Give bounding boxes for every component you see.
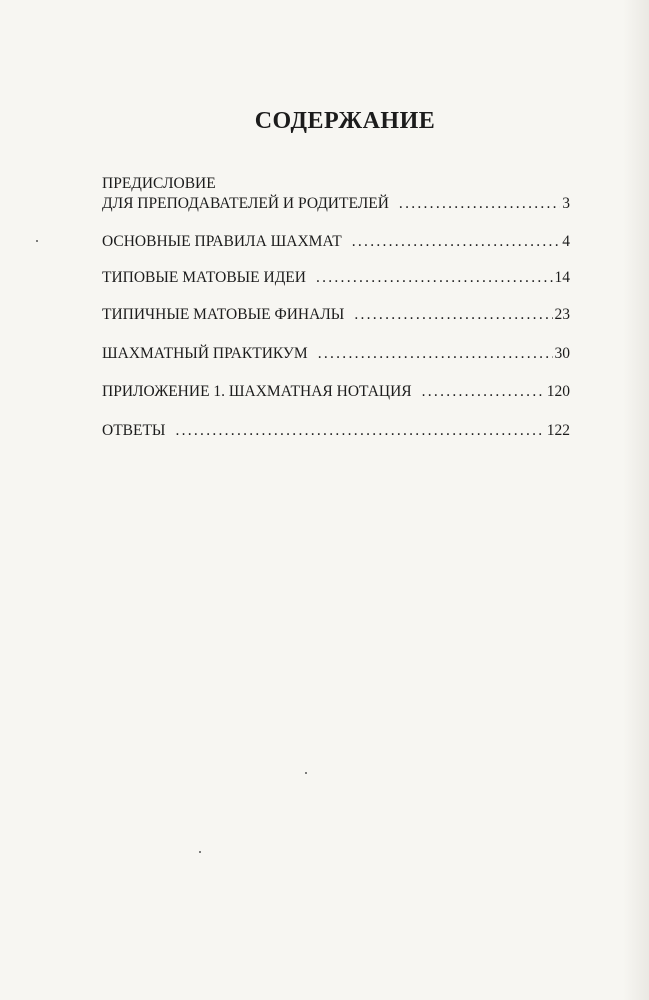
toc-page-number: 120 [546,383,570,400]
dot-leader [422,382,545,402]
toc-entry-title: ШАХМАТНЫЙ ПРАКТИКУМ [102,345,308,362]
toc-entry-title: ДЛЯ ПРЕПОДАВАТЕЛЕЙ И РОДИТЕЛЕЙ [102,195,389,212]
toc-entry-appendix-notation[interactable] [102,382,570,402]
toc-entry-preface[interactable] [102,174,570,214]
toc-page-number: 4 [562,233,570,250]
dot-leader [354,305,552,325]
toc-entry-title-line1: ПРЕДИСЛОВИЕ [102,175,216,192]
dot-leader [316,268,553,288]
dot-leader [352,232,561,252]
toc-page-number: 14 [554,269,570,286]
toc-entry-title: ОТВЕТЫ [102,422,166,439]
dot-leader [175,421,544,441]
toc-page-number: 23 [554,306,570,323]
toc-entry-practicum[interactable] [102,344,570,364]
paper-speck [36,240,38,242]
dot-leader [318,344,553,364]
toc-page-number: 3 [562,195,570,212]
toc-entry-title: ОСНОВНЫЕ ПРАВИЛА ШАХМАТ [102,233,342,250]
toc-entry-mate-ideas[interactable] [102,268,570,288]
toc-entry-answers[interactable] [102,421,570,441]
page-title: СОДЕРЖАНИЕ [254,108,436,134]
toc-page-number: 30 [554,345,570,362]
paper-speck [199,851,201,853]
toc-entry-title: ТИПОВЫЕ МАТОВЫЕ ИДЕИ [102,269,306,286]
paper-speck [305,772,307,774]
toc-entry-title: ПРИЛОЖЕНИЕ 1. ШАХМАТНАЯ НОТАЦИЯ [102,383,412,400]
toc-entry-rules[interactable] [102,232,570,252]
toc-entry-mate-endings[interactable] [102,305,570,325]
dot-leader [399,194,560,214]
toc-page-number: 122 [546,422,570,439]
toc-entry-title: ТИПИЧНЫЕ МАТОВЫЕ ФИНАЛЫ [102,306,345,323]
